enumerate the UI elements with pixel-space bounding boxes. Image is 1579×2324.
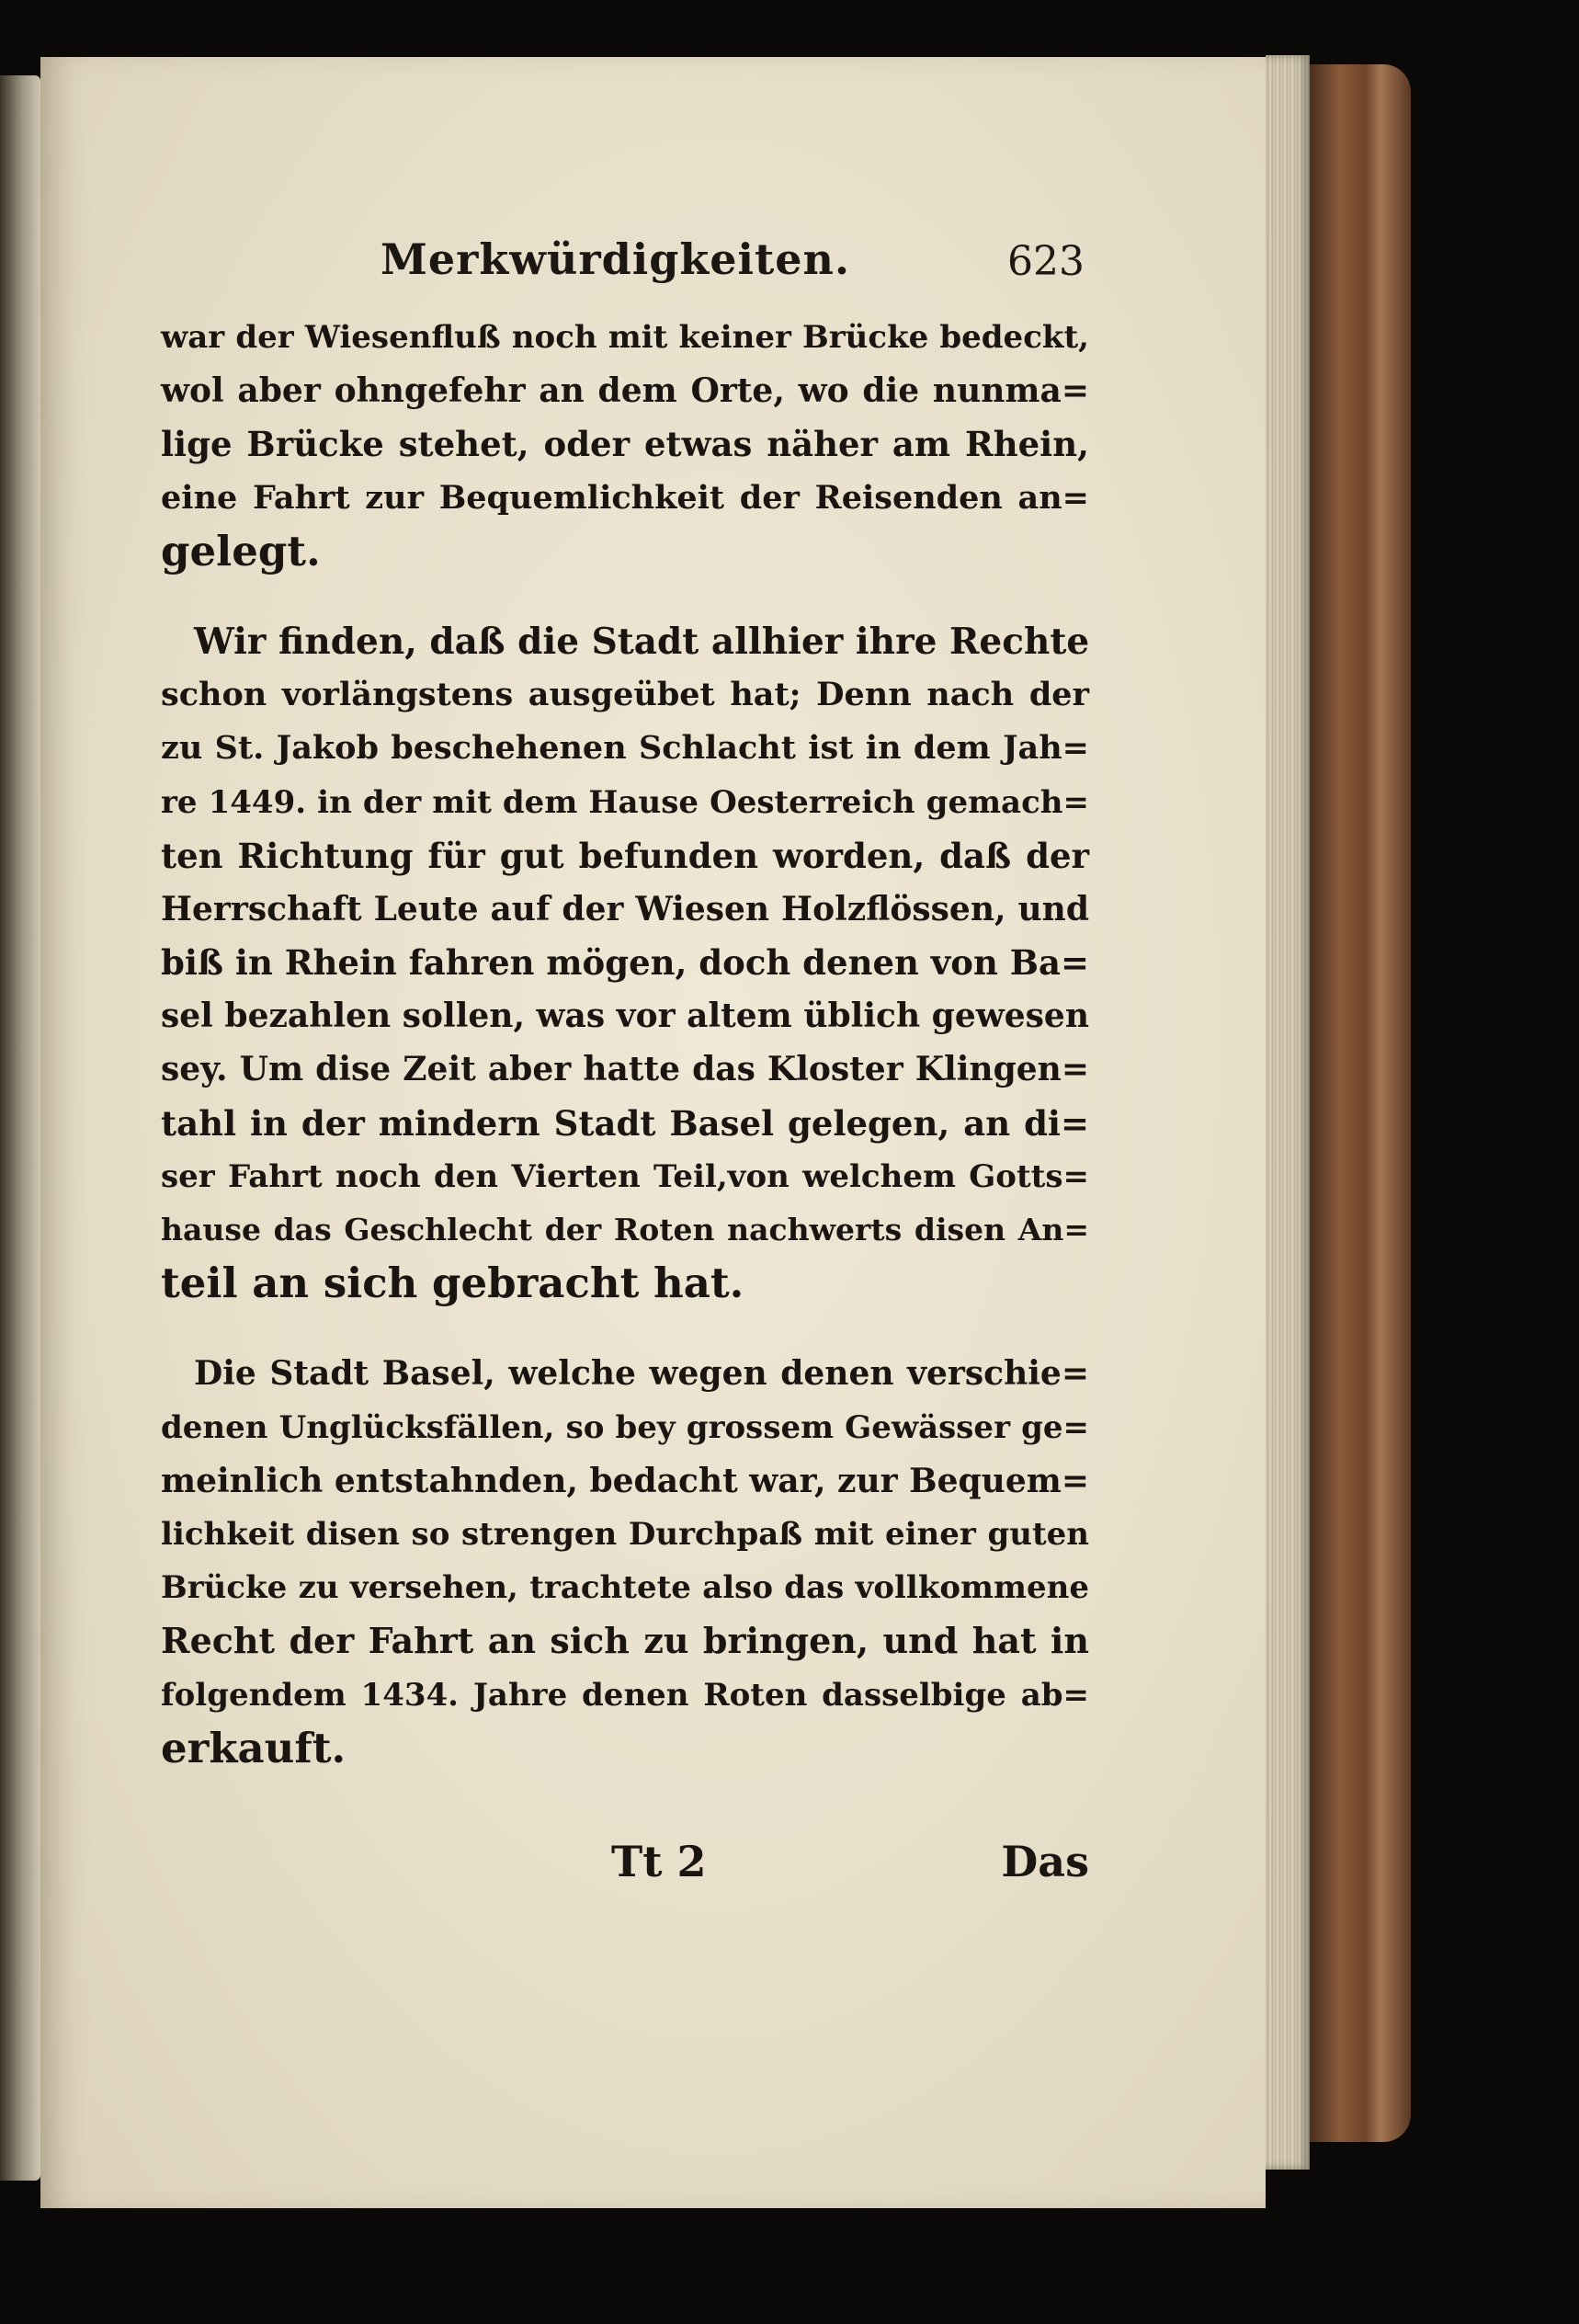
page-footer <box>161 1837 1089 1901</box>
page-edges <box>1266 55 1310 2170</box>
text-line: Wir finden, daß die Stadt allhier ihre Rechte <box>194 620 1090 663</box>
text-line: meinlich entstahnden, bedacht war, zur Bequem= <box>161 1461 1089 1500</box>
text-line: schon vorlängstens ausgeübet hat; Denn nach der <box>161 676 1089 714</box>
paragraph <box>161 1347 1089 1775</box>
text-line: erkauft. <box>161 1723 346 1772</box>
catchword: Das <box>1001 1837 1089 1886</box>
text-line: re 1449. in der mit dem Hause Oesterreich gemach= <box>161 783 1089 821</box>
running-head <box>119 234 1085 299</box>
text-line: Herrschaft Leute auf der Wiesen Holzflössen, und <box>161 889 1089 928</box>
text-line: tahl in der mindern Stadt Basel gelegen, an di= <box>161 1102 1089 1144</box>
text-line: war der Wiesenfluß noch mit keiner Brücke bedeckt, <box>161 319 1089 356</box>
facing-page-edge <box>0 75 40 2181</box>
text-line: denen Unglücksfällen, so bey grossem Gewässer ge= <box>161 1408 1089 1446</box>
text-line: wol aber ohngefehr an dem Orte, wo die nunma= <box>161 371 1089 411</box>
text-line: zu St. Jakob beschehenen Schlacht ist in dem Jah= <box>161 729 1089 768</box>
text-line: eine Fahrt zur Bequemlichkeit der Reisenden an= <box>161 478 1089 517</box>
paragraph <box>161 311 1089 578</box>
paragraph <box>161 615 1089 1310</box>
body-text <box>161 311 1089 1775</box>
text-line: sel bezahlen sollen, was vor altem üblich gewesen <box>161 997 1089 1036</box>
text-line: lige Brücke stehet, oder etwas näher am Rhein, <box>161 424 1089 465</box>
book-binding <box>1310 64 1411 2142</box>
text-line: ten Richtung für gut befunden worden, daß der <box>161 835 1089 876</box>
text-line: folgendem 1434. Jahre denen Roten dasselbige ab= <box>161 1676 1089 1714</box>
text-line: Die Stadt Basel, welche wegen denen verschie= <box>194 1354 1089 1394</box>
text-line: gelegt. <box>161 526 321 575</box>
text-line: Brücke zu versehen, trachtete also das vollkommene <box>161 1569 1089 1607</box>
signature-mark: Tt 2 <box>611 1837 707 1886</box>
running-title: Merkwürdigkeiten. <box>381 234 850 284</box>
text-line: ser Fahrt noch den Vierten Teil,von welchem Gotts= <box>161 1157 1089 1195</box>
text-line: lichkeit disen so strengen Durchpaß mit einer guten <box>161 1515 1089 1553</box>
text-line: teil an sich gebracht hat. <box>161 1259 744 1308</box>
text-line: biß in Rhein fahren mögen, doch denen von Ba= <box>161 942 1090 984</box>
page-number: 623 <box>1007 238 1085 285</box>
text-line: hause das Geschlecht der Roten nachwerts disen An= <box>161 1212 1089 1247</box>
text-line: sey. Um dise Zeit aber hatte das Kloster Klingen= <box>161 1050 1089 1089</box>
text-line: Recht der Fahrt an sich zu bringen, und hat in <box>161 1620 1089 1662</box>
